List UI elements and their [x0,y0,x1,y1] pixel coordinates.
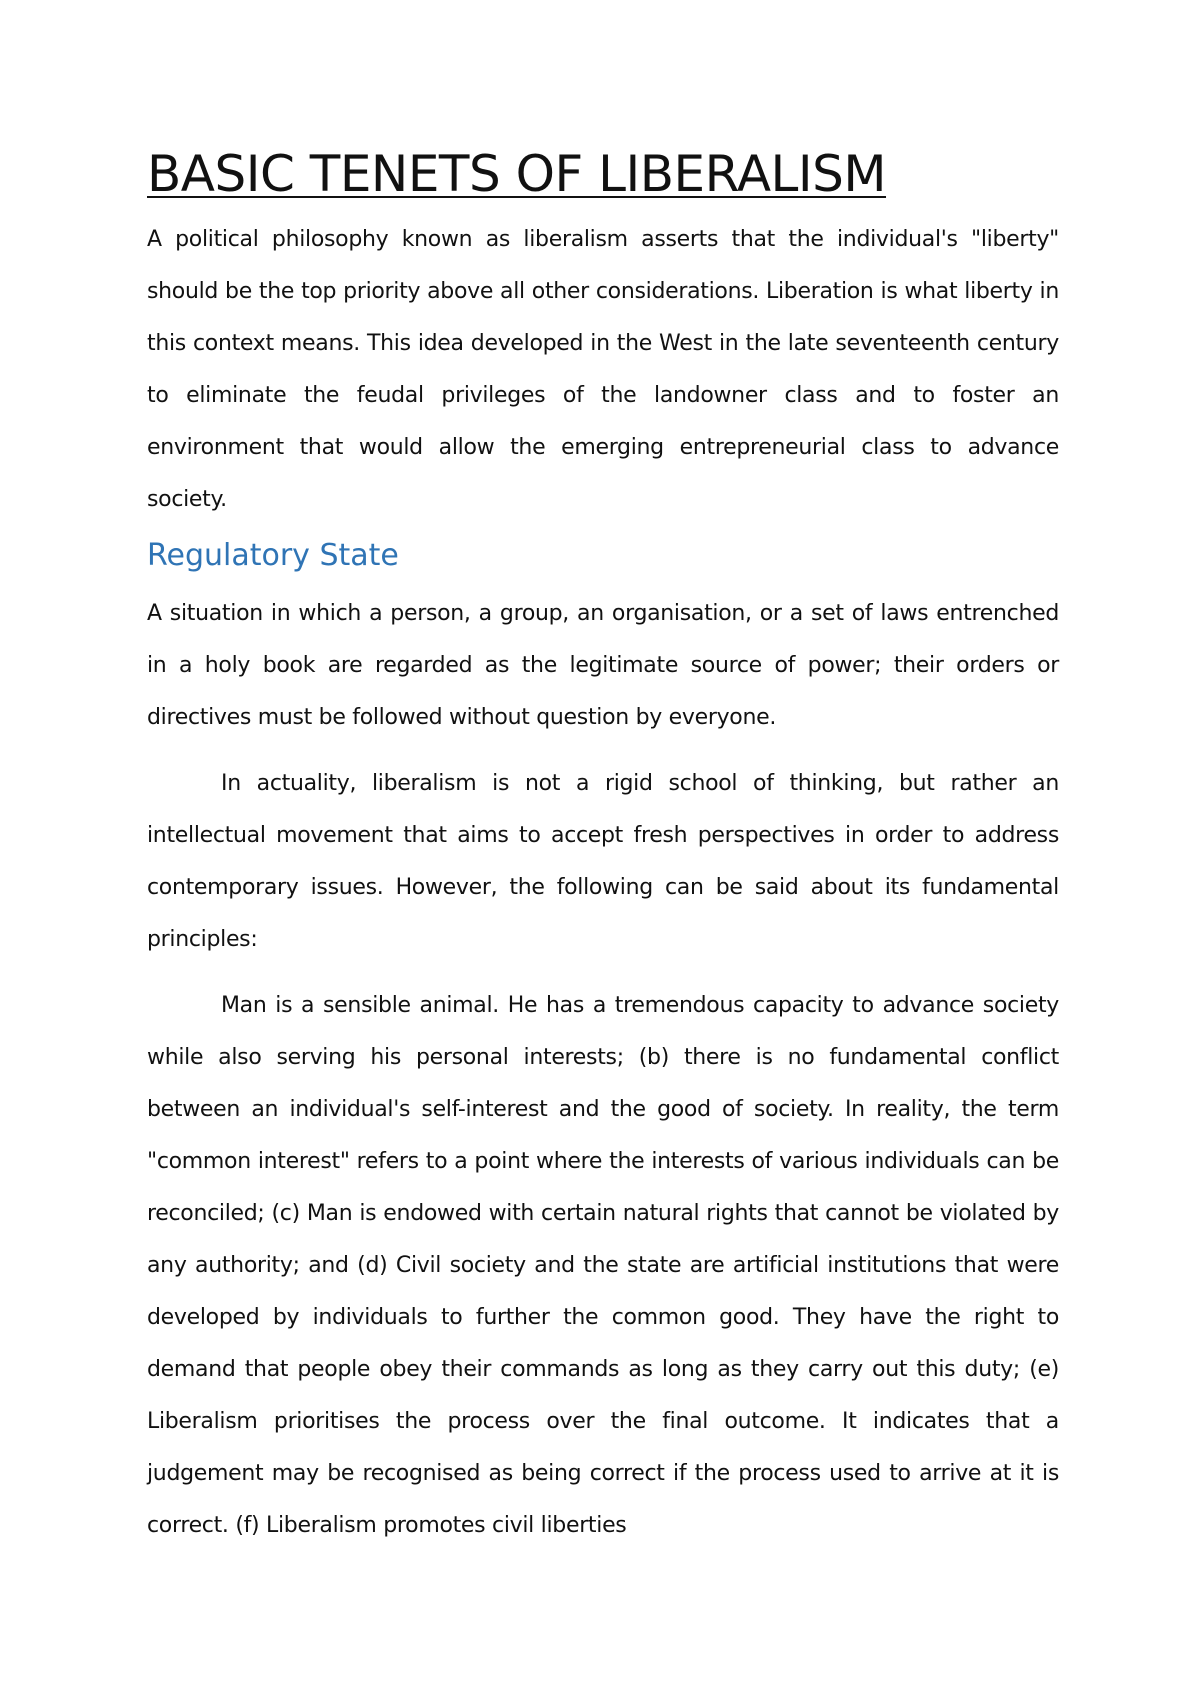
principles-intro-paragraph: In actuality, liberalism is not a rigid school of thinking, but rather an intellectual movement that aims to accept fresh perspectives in order to address contemporary issues. However, the following can be said about its fundamental principles: [147,771,1059,952]
intro-paragraph: A political philosophy known as liberalism asserts that the individual's "liberty" should be the top priority above all other considerations. Liberation is what liberty in this context means. This idea developed in the West in the late seventeenth century to eliminate the feudal privileges of the landowner class and to foster an environment that would allow the emerging entrepreneurial class to advance society. [147,227,1059,512]
principles-paragraph: Man is a sensible animal. He has a tremendous capacity to advance society while also serving his personal interests; (b) there is no fundamental conflict between an individual's self-interest and the good of society. In reality, the term "common interest" refers to a point where the interests of various individuals can be reconciled; (c) Man is endowed with certain natural rights that cannot be violated by any authority; and (d) Civil society and the state are artificial institutions that were developed by individuals to further the common good. They have the right to demand that people obey their commands as long as they carry out this duty; (e) Liberalism prioritises the process over the final outcome. It indicates that a judgement may be recognised as being correct if the process used to arrive at it is correct. (f) Liberalism promotes civil liberties [147,993,1059,1538]
document-page [147,140,1059,1552]
section-heading: Regulatory State [147,538,399,573]
document-title: BASIC TENETS OF LIBERALISM [147,145,887,203]
regulatory-state-paragraph: A situation in which a person, a group, an organisation, or a set of laws entrenched in a holy book are regarded as the legitimate source of power; their orders or directives must be followed without question by everyone. [147,601,1059,730]
